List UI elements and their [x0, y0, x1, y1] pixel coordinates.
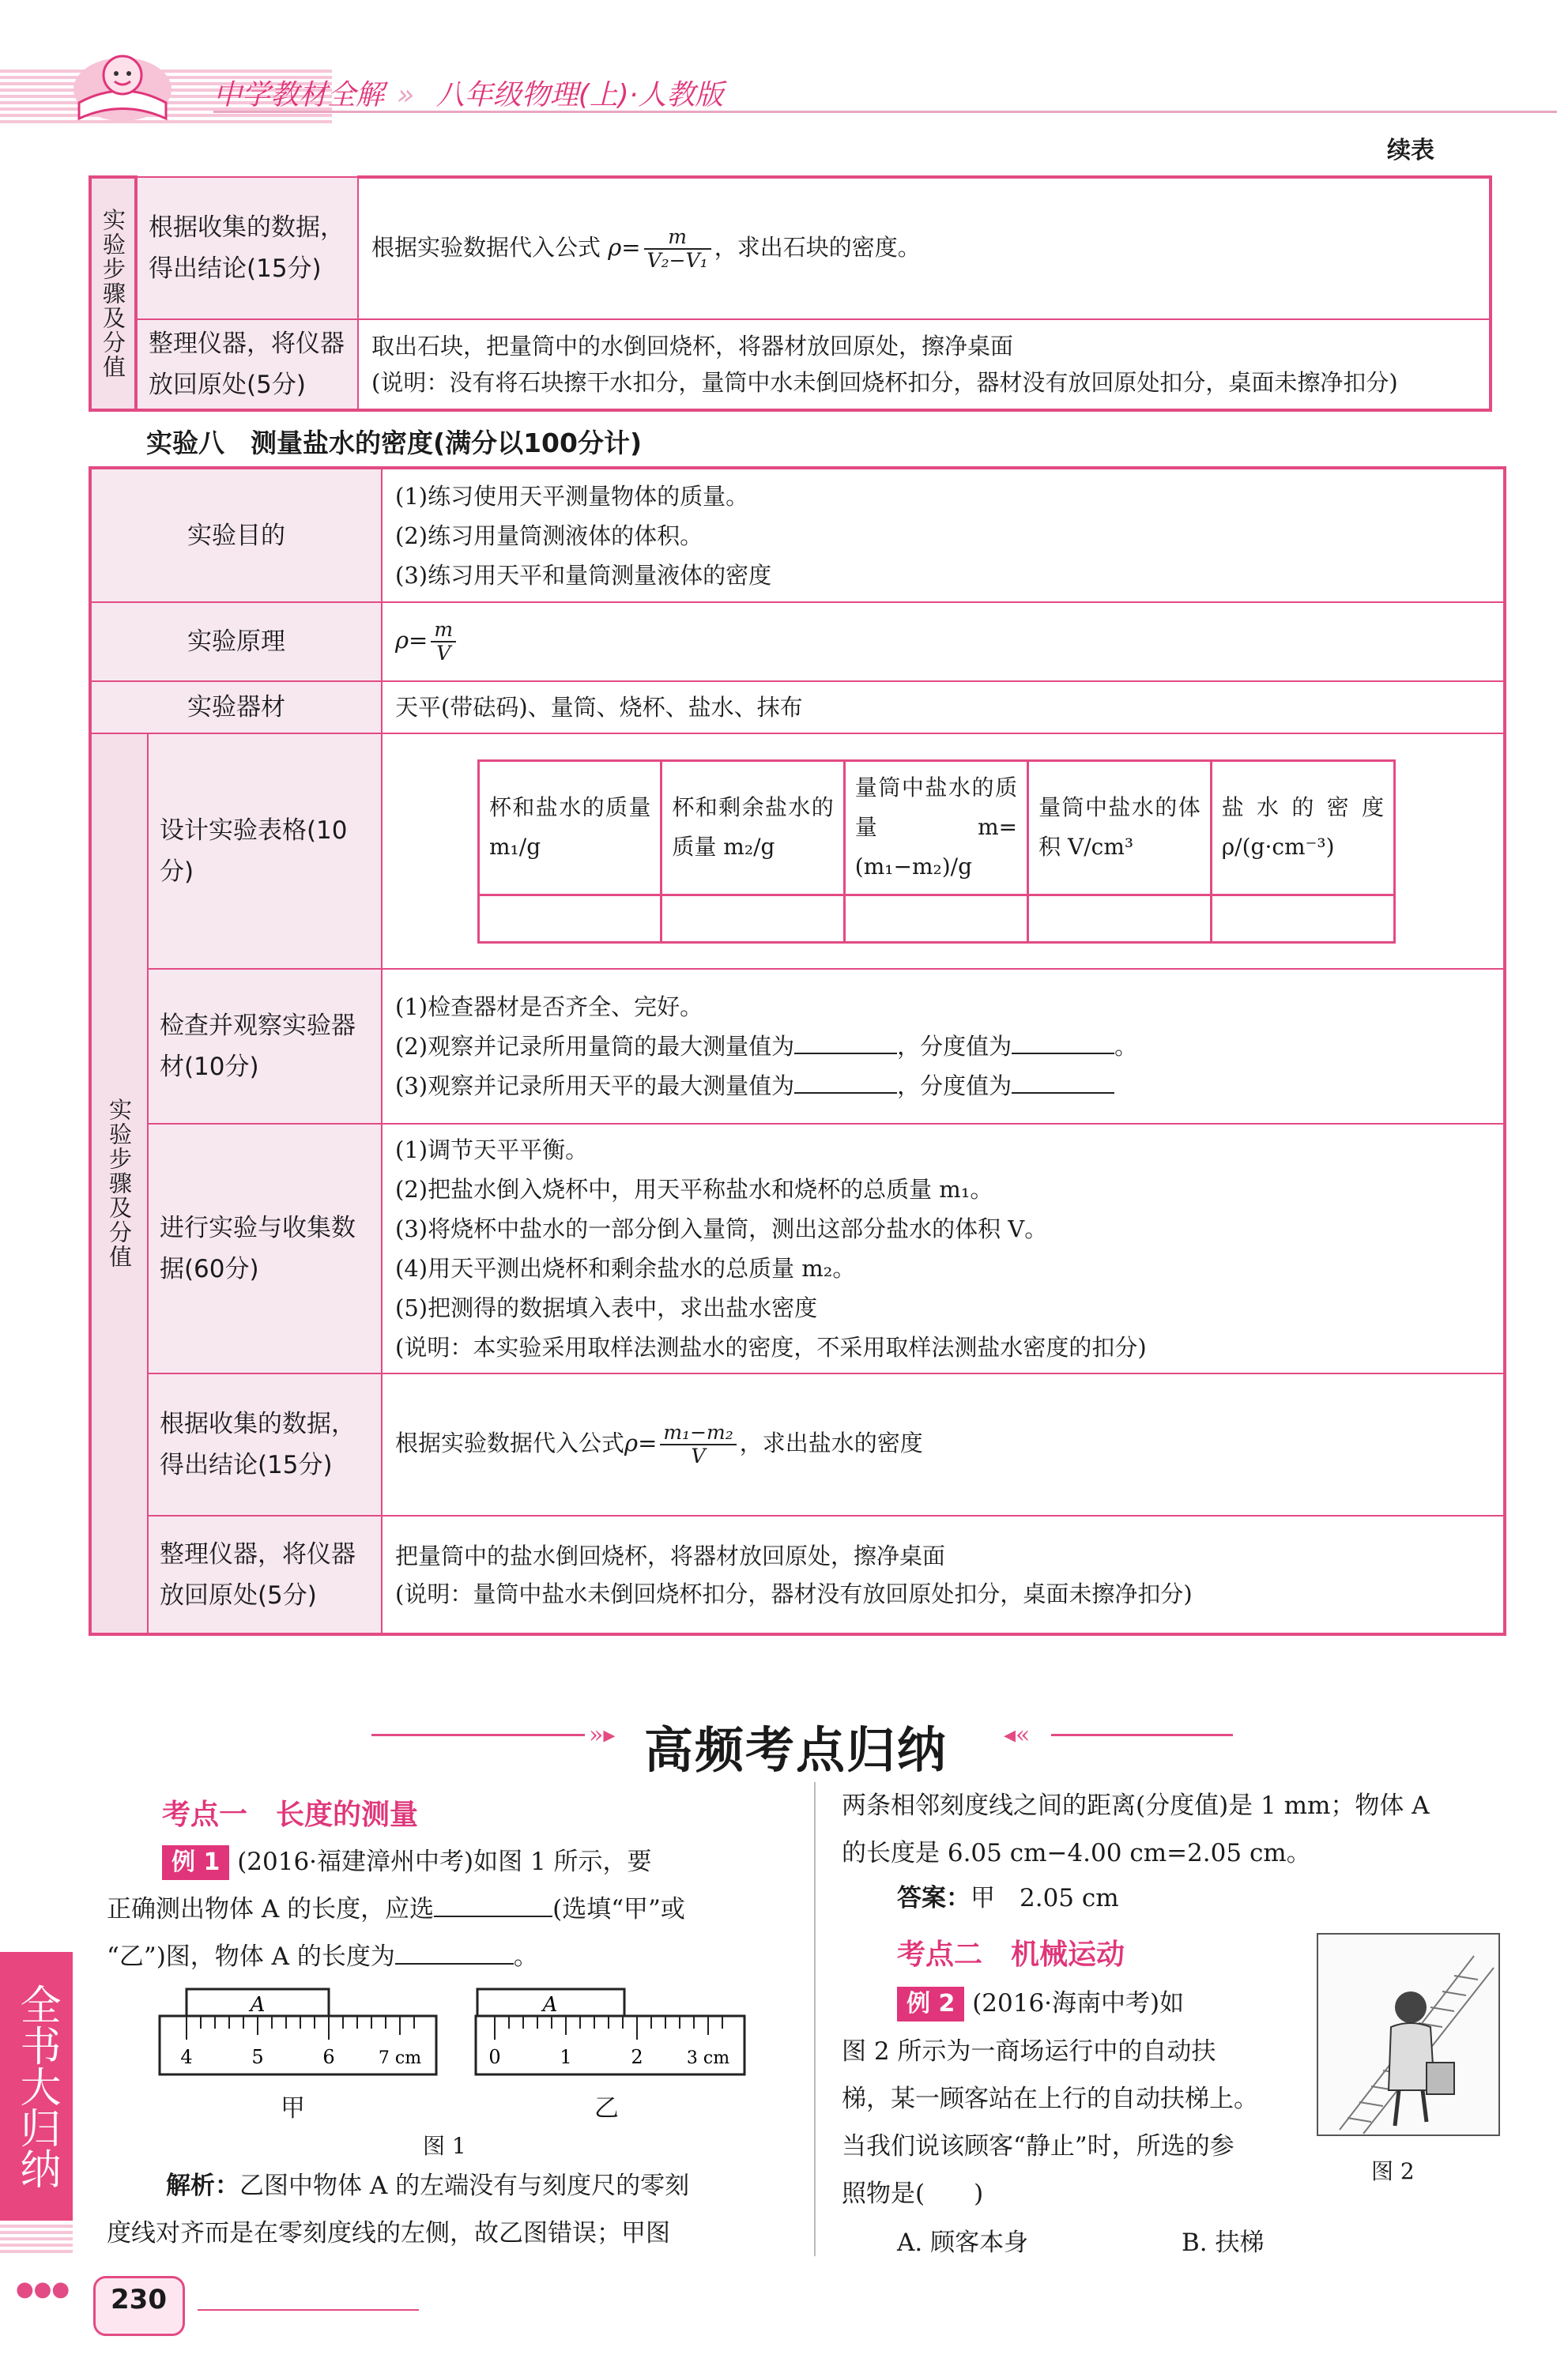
ex2-line1: 例 2 (2016·海南中考)如	[897, 1980, 1308, 2027]
section-rule-left	[371, 1734, 585, 1736]
principle-label: 实验原理	[90, 602, 382, 681]
section-arrow-right-icon: »▸	[589, 1721, 616, 1749]
right-line2: 的长度是 6.05 cm−4.00 cm=2.05 cm。	[842, 1839, 1311, 1867]
section-title: 高频考点归纳	[644, 1721, 948, 1779]
right-line1: 两条相邻刻度线之间的距离(分度值)是 1 mm；物体 A	[842, 1792, 1430, 1820]
option-a: A. 顾客本身	[897, 2229, 1029, 2257]
conclude-formula: $\frac{\text{m₁−m₂}}{V}$	[660, 1422, 736, 1468]
ex2-line4: 当我们说该顾客“静止”时，所选的参	[842, 2132, 1234, 2161]
ex2-line5: 照物是( )	[842, 2180, 984, 2208]
ex1-line2: 正确测出物体 A 的长度，应选 (选填“甲”或	[107, 1895, 685, 1924]
ruler-yi-tick: 1	[560, 2046, 572, 2068]
design-cell	[1211, 895, 1394, 942]
design-header-rho: 盐水的密度 ρ/(g·cm⁻³)	[1211, 760, 1394, 895]
ruler-yi	[474, 1988, 759, 2082]
kp2-title: 考点二 机械运动	[897, 1939, 1125, 1971]
option-b: B. 扶梯	[1182, 2229, 1265, 2257]
section-rule-right	[1051, 1734, 1233, 1736]
ruler-jia	[158, 1988, 443, 2082]
page-header	[0, 0, 1568, 164]
design-cell	[1028, 895, 1212, 942]
tidy-label: 整理仪器，将仪器放回原处(5分)	[148, 1516, 382, 1634]
header-title: 中学教材全解 » 八年级物理(上)·人教版	[213, 79, 724, 111]
design-label: 设计实验表格(10分)	[148, 733, 382, 969]
prev-table	[89, 175, 1492, 412]
design-content	[382, 733, 1505, 969]
design-header-m: 量筒中盐水的质量 m=(m₁−m₂)/g	[844, 760, 1027, 895]
prev-tidy-label: 整理仪器，将仪器放回原处(5分)	[136, 319, 358, 410]
ruler-jia-label: A	[250, 1993, 266, 2017]
customer-bag	[1427, 2063, 1454, 2094]
fig1-caption: 图 1	[423, 2133, 466, 2159]
ruler-jia-tick: 5	[251, 2046, 264, 2068]
principle-content: ρ= $\frac{m}{V}$	[382, 602, 1505, 681]
analysis-line2: 度线对齐而是在零刻度线的左侧，故乙图错误；甲图	[107, 2219, 670, 2248]
equipment-content: 天平(带砝码)、量筒、烧杯、盐水、抹布	[382, 681, 1505, 733]
prev-tidy-content: 取出石块，把量筒中的水倒回烧杯，将器材放回原处，擦净桌面 (说明：没有将石块擦干水扣分，量筒中水未倒回烧杯扣分，器材没有放回原处扣分，桌面未擦净扣分)	[358, 319, 1491, 410]
ruler-yi-tick: 2	[631, 2046, 643, 2068]
design-header-v: 量筒中盐水的体积 V/cm³	[1028, 760, 1212, 895]
answer-label: 答案：	[897, 1884, 971, 1912]
ruler-yi-label: A	[542, 1993, 558, 2017]
book-mascot-icon	[63, 43, 182, 130]
page-number: 230	[111, 2284, 167, 2315]
prev-density-formula: $\frac{m}{\text{V₂−V₁}}$	[644, 226, 711, 272]
analysis-label: 解析：	[166, 2172, 239, 2200]
design-cell	[844, 895, 1027, 942]
escalator-illustration	[1316, 1932, 1502, 2138]
prev-steps-category: 实验步骤及分值	[90, 177, 136, 410]
exp8-title: 实验八 测量盐水的密度(满分以100分计)	[146, 428, 643, 458]
ruler-jia-tick: 4	[180, 2046, 193, 2068]
check-label: 检查并观察实验器材(10分)	[148, 969, 382, 1124]
prev-conclude-label: 根据收集的数据，得出结论(15分)	[136, 177, 358, 319]
purpose-content: (1)练习使用天平测量物体的质量。 (2)练习用量筒测液体的体积。 (3)练习用天平和量筒测量液体的密度	[382, 468, 1505, 602]
tidy-content: 把量筒中的盐水倒回烧杯，将器材放回原处，擦净桌面 (说明：量筒中盐水未倒回烧杯扣分，器材没有放回原处扣分，桌面未擦净扣分)	[382, 1516, 1505, 1634]
principle-formula: $\frac{m}{V}$	[431, 619, 456, 665]
ex2-line2: 图 2 所示为一商场运行中的自动扶	[842, 2037, 1216, 2066]
ruler-yi-tick: 3 cm	[686, 2048, 730, 2068]
ruler-jia-tick: 7 cm	[378, 2048, 422, 2068]
do-label: 进行实验与收集数据(60分)	[148, 1124, 382, 1373]
ruler-yi-tick: 0	[488, 2046, 501, 2068]
ex1-line1: 例 1 (2016·福建漳州中考)如图 1 所示，要	[162, 1838, 794, 1886]
conclude-label: 根据收集的数据，得出结论(15分)	[148, 1373, 382, 1516]
ex2-line3: 梯，某一顾客站在上行的自动扶梯上。	[842, 2085, 1258, 2113]
ruler-yi-caption: 乙	[594, 2094, 619, 2123]
ruler-jia-caption: 甲	[281, 2094, 305, 2123]
equipment-label: 实验器材	[90, 681, 382, 733]
design-cell	[479, 895, 662, 942]
check-content: (1)检查器材是否齐全、完好。 (2)观察并记录所用量筒的最大测量值为 ，分度值为 。 (3)观察并记录所用天平的最大测量值为 ，分度值为	[382, 969, 1505, 1124]
ex2-badge: 例 2	[897, 1987, 964, 2021]
footer-dots-icon: ●●●	[16, 2278, 70, 2301]
kp1-title: 考点一 长度的测量	[162, 1799, 419, 1831]
conclude-content: 根据实验数据代入公式ρ= $\frac{\text{m₁−m₂}}{V}$ ，求出盐水的密度	[382, 1373, 1505, 1516]
section-arrow-left-icon: ◂«	[1004, 1721, 1031, 1749]
exp8-table	[89, 466, 1506, 1636]
subject-name: 八年级物理(上)·人教版	[435, 79, 724, 111]
do-content: (1)调节天平平衡。 (2)把盐水倒入烧杯中，用天平称盐水和烧杯的总质量 m₁。 (3)将烧杯中盐水的一部分倒入量筒，测出这部分盐水的体积 V。 (4)用天平测出烧杯和剩余盐水的总质量 m₂。 (5)把测得的数据填入表中，求出盐水密度 (说明：本实验采用取样法测盐水的密度，不采用取样法测盐水密度的扣分)	[382, 1124, 1505, 1373]
ex1-line3: “乙”)图，物体 A 的长度为 。	[107, 1942, 538, 1971]
book-name: 中学教材全解	[213, 79, 385, 111]
side-tab-stripe	[0, 2225, 73, 2256]
steps-category: 实验步骤及分值	[90, 733, 148, 1634]
analysis-line1: 解析：乙图中物体 A 的左端没有与刻度尺的零刻	[166, 2172, 690, 2200]
purpose-label: 实验目的	[90, 468, 382, 602]
column-divider	[814, 1782, 816, 2256]
fig2-caption: 图 2	[1371, 2158, 1415, 2184]
design-cell	[662, 895, 844, 942]
footer-rule	[198, 2309, 419, 2311]
side-tab: 全书大归纳	[0, 1952, 73, 2221]
prev-conclude-content: 根据实验数据代入公式 ρ= $\frac{m}{\text{V₂−V₁}}$ ，求出石块的密度。	[358, 177, 1491, 319]
ex1-badge: 例 1	[162, 1845, 229, 1880]
continued-label: 续表	[1387, 137, 1434, 164]
design-header-m2: 杯和剩余盐水的质量 m₂/g	[662, 760, 844, 895]
design-table	[477, 759, 1396, 944]
customer-head	[1395, 1991, 1427, 2023]
design-header-m1: 杯和盐水的质量 m₁/g	[479, 760, 662, 895]
answer-line: 答案：甲 2.05 cm	[897, 1884, 1119, 1912]
ruler-jia-tick: 6	[322, 2046, 335, 2068]
